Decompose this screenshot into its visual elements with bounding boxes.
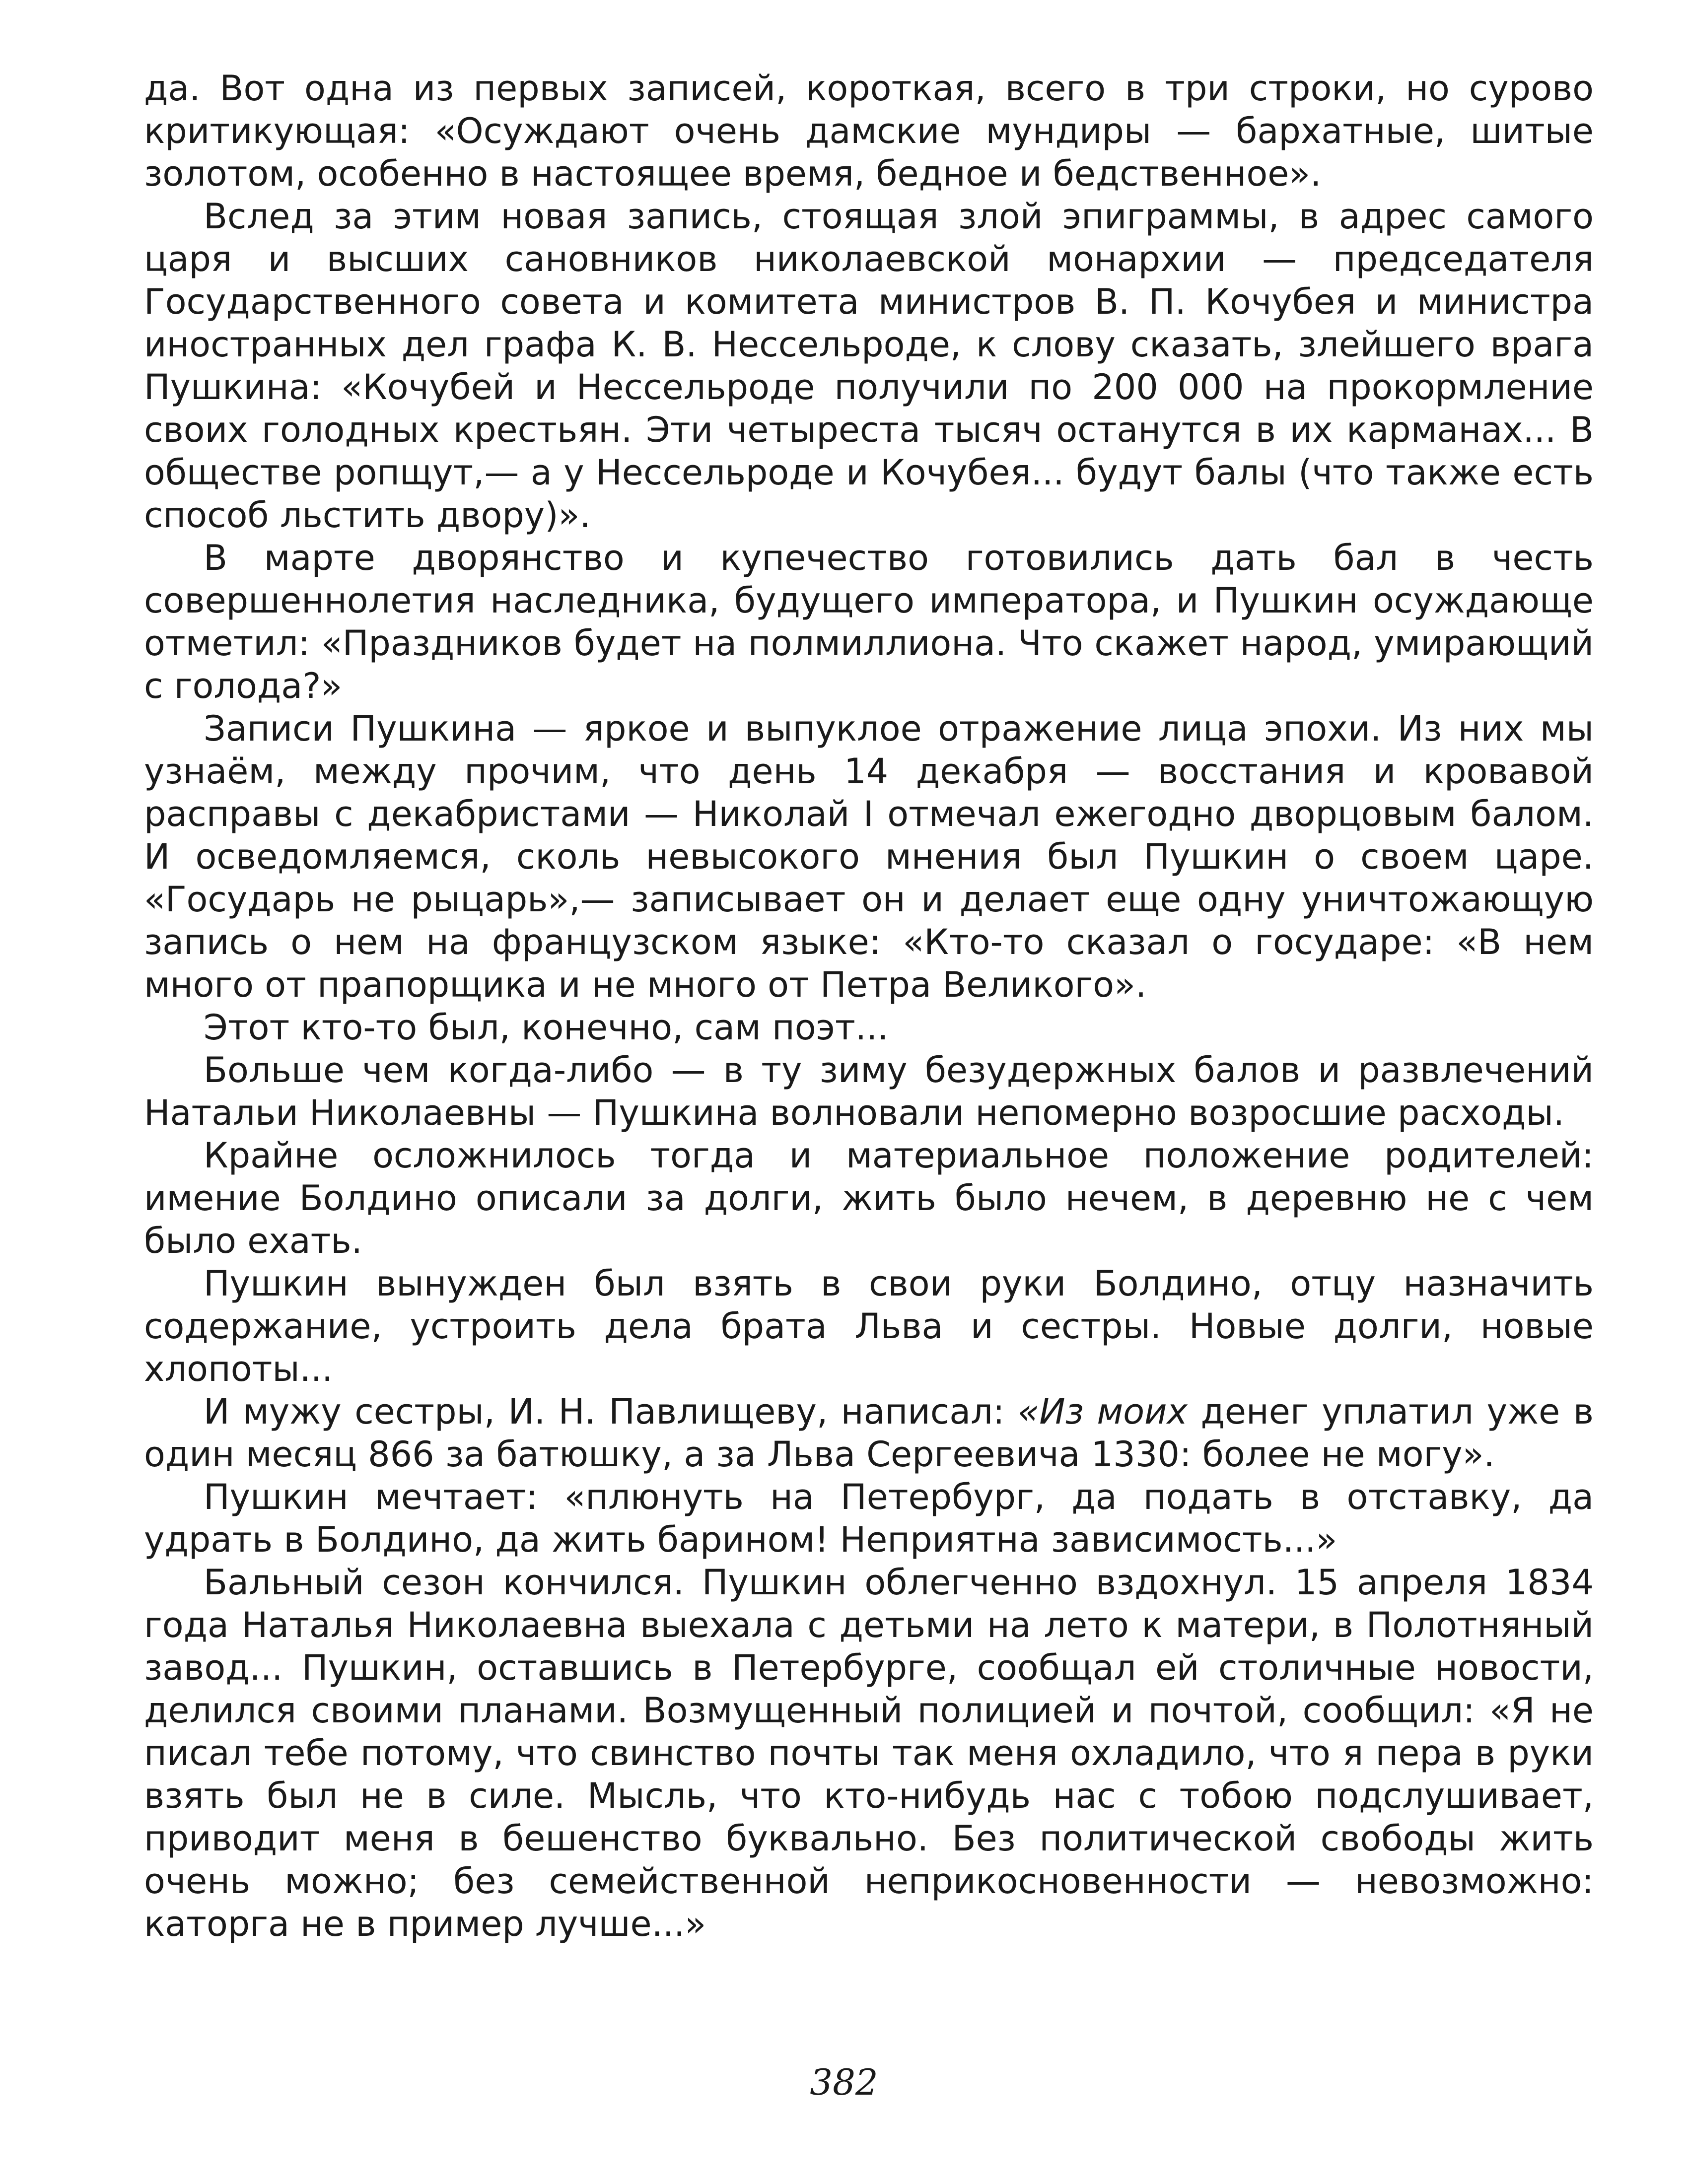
paragraph: Пушкин вынужден был взять в свои руки Болдино, отцу назначить содержание, устроить дела брата Льва и сестры. Новые долги, новые хлопоты... xyxy=(144,1263,1594,1389)
paragraph: да. Вот одна из первых записей, короткая, всего в три строки, но сурово критикующая: «Осуждают очень дамские мундиры — бархатные, шитые золотом, особенно в настоящее время, бедное и бедственное». xyxy=(144,68,1594,194)
italic-quote-text: «Из моих xyxy=(1018,1391,1188,1432)
paragraph: Пушкин мечтает: «плюнуть на Петербург, да подать в отставку, да удрать в Болдино, да жить барином! Неприятна зависимость...» xyxy=(144,1477,1594,1560)
paragraph: Этот кто-то был, конечно, сам поэт... xyxy=(204,1007,889,1048)
paragraph: Больше чем когда-либо — в ту зиму безудержных балов и развлечений Натальи Николаевны — Пушкина волновали непомерно возросшие расходы. xyxy=(144,1050,1594,1133)
paragraph: В марте дворянство и купечество готовились дать бал в честь совершеннолетия наследника, будущего императора, и Пушкин осуждающе отметил: «Праздников будет на полмиллиона. Что скажет народ, умирающий с голода?» xyxy=(144,538,1594,706)
paragraph-text: денег уплатил уже в один месяц 866 за батюшку, а за Льва Сергеевича 1330: более не могу». xyxy=(144,1391,1594,1475)
paragraph xyxy=(144,1390,1594,1476)
paragraph: Записи Пушкина — яркое и выпуклое отражение лица эпохи. Из них мы узнаём, между прочим, что день 14 декабря — восстания и кровавой расправы с декабристами — Николай I отмечал ежегодно дворцовым балом. И осведомляемся, сколь невысокого мнения был Пушкин о своем царе. «Государь не рыцарь»,— записывает он и делает еще одну уничтожающую запись о нем на французском языке: «Кто-то сказал о государе: «В нем много от прапорщика и не много от Петра Великого». xyxy=(144,708,1594,1005)
paragraph-text: И мужу сестры, И. Н. Павлищеву, написал: xyxy=(204,1391,1018,1432)
body-text xyxy=(144,67,1594,1945)
paragraph: Бальный сезон кончился. Пушкин облегченно вздохнул. 15 апреля 1834 года Наталья Николаевна выехала с детьми на лето к матери, в Полотняный завод... Пушкин, оставшись в Петербурге, сообщал ей столичные новости, делился своими планами. Возмущенный полицией и почтой, сообщил: «Я не писал тебе потому, что свинство почты так меня охладило, что я пера в руки взять был не в силе. Мысль, что кто-нибудь нас с тобою подслушивает, приводит меня в бешенство буквально. Без политической свободы жить очень можно; без семейственной неприкосновенности — невозможно: каторга не в пример лучше...» xyxy=(144,1562,1594,1944)
page-number: 382 xyxy=(810,2061,878,2103)
paragraph: Вслед за этим новая запись, стоящая злой эпиграммы, в адрес самого царя и высших сановников николаевской монархии — председателя Государственного совета и комитета министров В. П. Кочубея и министра иностранных дел графа К. В. Нессельроде, к слову сказать, злейшего врага Пушкина: «Кочубей и Нессельроде получили по 200 000 на прокормление своих голодных крестьян. Эти четыреста тысяч останутся в их карманах... В обществе ропщут,— а у Нессельроде и Кочубея... будут балы (что также есть способ льстить двору)». xyxy=(144,196,1594,536)
paragraph: Крайне осложнилось тогда и материальное положение родителей: имение Болдино описали за долги, жить было нечем, в деревню не с чем было ехать. xyxy=(144,1135,1594,1261)
